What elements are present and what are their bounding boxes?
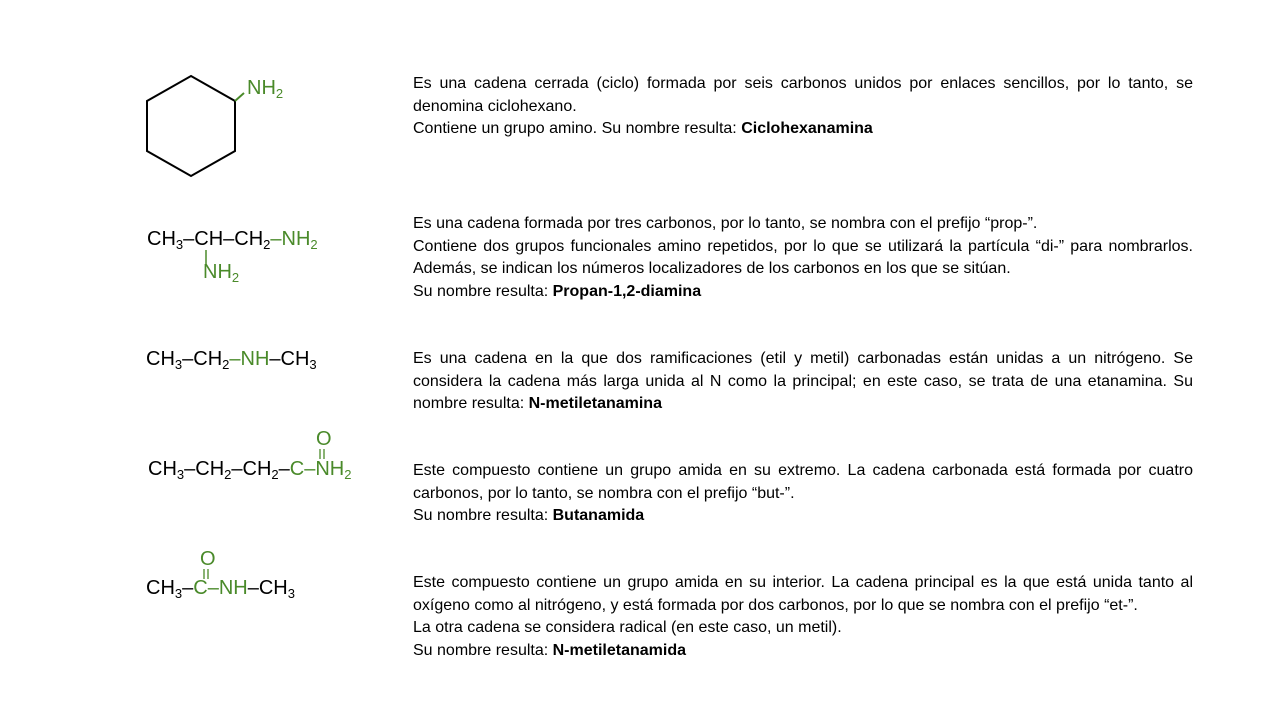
description-line: Es una cadena cerrada (ciclo) formada por seis carbonos unidos por enlaces sencillos, por lo tanto, se denomina ciclohexano. bbox=[413, 75, 1193, 115]
formula-propanediamine: $CH_3-CH-CH_2-NH_2$ bbox=[147, 228, 318, 252]
compound-name: N-metiletanamida bbox=[552, 641, 686, 659]
description-1 bbox=[413, 73, 1193, 141]
formula-butanamide: $CH_3-CH_2-CH_2-C-NH_2$ bbox=[148, 458, 352, 482]
description-line: Este compuesto contiene un grupo amida en su extremo. La cadena carbonada está formada por cuatro carbonos, por lo tanto, se nombra con el prefijo “but-”. bbox=[413, 462, 1193, 502]
carbonyl-oxygen: O bbox=[200, 548, 216, 570]
description-line: Es una cadena en la que dos ramificaciones (etil y metil) carbonadas están unidas a un nitrógeno. Se considera la cadena más larga unida al N como la principal; en este caso, se trata de una etanamina. Su nombre resulta: N-metiletanamina bbox=[413, 350, 1193, 412]
description-4 bbox=[413, 460, 1193, 528]
compound-name: N-metiletanamina bbox=[528, 395, 662, 412]
cyclohexane-ring bbox=[140, 70, 250, 185]
description-line: Su nombre resulta: Butanamida bbox=[413, 507, 645, 524]
description-2 bbox=[413, 213, 1193, 303]
description-line: Es una cadena formada por tres carbonos, por lo tanto, se nombra con el prefijo “prop-”. bbox=[413, 215, 1038, 232]
carbonyl-oxygen: O bbox=[316, 428, 332, 450]
branch-amine: $NH_2$ bbox=[203, 261, 240, 285]
description-line: Contiene un grupo amino. Su nombre resulta: Ciclohexanamina bbox=[413, 120, 873, 137]
amine-group-label: $NH_2$ bbox=[247, 77, 284, 101]
formula-methylethanamide: $CH_3-C-NH-CH_3$ bbox=[146, 577, 295, 601]
description-line: Contiene dos grupos funcionales amino repetidos, por lo que se utilizará la partícula “di-” para nombrarlos. Además, se indican los números localizadores de los carbonos en los que se sitúan. bbox=[413, 237, 1193, 277]
compound-name: Butanamida bbox=[552, 507, 645, 524]
description-line: Este compuesto contiene un grupo amida en su interior. La cadena principal es la que está unida tanto al oxígeno como al nitrógeno, y está formada por dos carbonos, por lo que se nombra con el prefijo “et-”. bbox=[413, 574, 1193, 614]
formula-methylethanamine: $CH_3-CH_2-NH-CH_3$ bbox=[146, 348, 317, 372]
description-line: La otra cadena se considera radical (en este caso, un metil). bbox=[413, 619, 842, 636]
description-line: Su nombre resulta: N-metiletanamida bbox=[413, 641, 686, 659]
description-3 bbox=[413, 348, 1193, 416]
description-5 bbox=[413, 572, 1193, 662]
compound-name: Propan-1,2-diamina bbox=[552, 282, 702, 300]
compound-name: Ciclohexanamina bbox=[741, 120, 873, 137]
description-line: Su nombre resulta: Propan-1,2-diamina bbox=[413, 282, 702, 300]
